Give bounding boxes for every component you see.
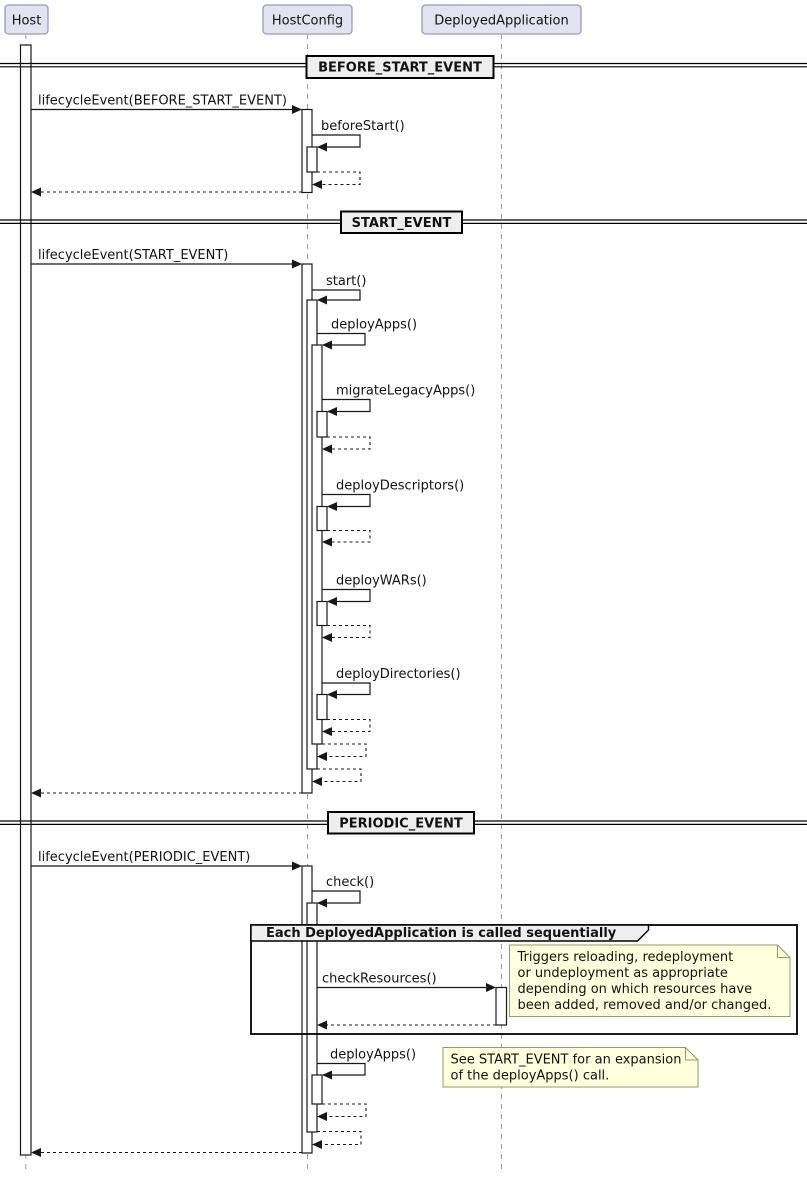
note-line: See START_EVENT for an expansion — [450, 1052, 682, 1068]
activation-migratelegacyapps — [317, 412, 327, 438]
self-call-line — [322, 683, 370, 695]
arrowhead — [317, 1021, 327, 1030]
arrowhead — [322, 1071, 332, 1080]
arrowhead — [327, 502, 337, 511]
arrowhead — [327, 407, 337, 416]
self-call-line — [312, 290, 360, 300]
activation-deploydescriptors — [317, 507, 327, 531]
activation-beforestart — [307, 147, 317, 172]
participant-deployedapplication — [422, 5, 581, 34]
note-line: Triggers reloading, redeployment — [517, 950, 734, 965]
message-label: deployApps() — [330, 1047, 417, 1063]
self-call-line — [317, 334, 365, 346]
group-title: Each DeployedApplication is called sequentially — [266, 926, 617, 941]
arrowhead — [317, 899, 327, 908]
message-label: deployDescriptors() — [336, 478, 465, 494]
arrowhead — [292, 260, 302, 269]
message-label: deployApps() — [331, 317, 418, 333]
arrowhead — [312, 180, 322, 189]
arrowhead — [322, 341, 332, 350]
arrowhead — [322, 633, 332, 642]
note-line: been added, removed and/or changed. — [517, 998, 772, 1013]
activation-deploywars — [317, 602, 327, 626]
arrowhead — [322, 445, 332, 454]
participant-host — [5, 5, 48, 34]
arrowhead — [292, 105, 302, 114]
arrowhead — [322, 538, 332, 547]
self-call-line — [322, 590, 370, 602]
self-call-line — [322, 495, 370, 507]
arrowhead — [31, 789, 41, 798]
activation-deployapps — [312, 345, 322, 744]
participant-deployedapplication-label: DeployedApplication — [434, 13, 569, 29]
message-label: beforeStart() — [321, 119, 405, 134]
note-line: or undeployment as appropriate — [517, 966, 728, 981]
divider-before-start-event-label: BEFORE_START_EVENT — [318, 60, 482, 76]
message-label: migrateLegacyApps() — [336, 383, 476, 399]
arrowhead — [322, 727, 332, 736]
arrowhead — [312, 1140, 322, 1149]
participant-hostconfig-label: HostConfig — [271, 13, 344, 29]
activation-host — [21, 45, 32, 1155]
arrowhead — [292, 862, 302, 871]
arrowhead — [317, 143, 327, 152]
activation-deployapps-periodic — [312, 1075, 322, 1104]
participant-host-label: Host — [11, 13, 42, 29]
self-call-line — [312, 891, 360, 903]
message-label: start() — [326, 274, 367, 289]
activation-deployedapplication — [496, 988, 507, 1026]
arrowhead — [31, 188, 41, 197]
note-line: depending on which resources have — [517, 982, 753, 997]
message-label: lifecycleEvent(START_EVENT) — [38, 248, 229, 263]
arrowhead — [486, 983, 496, 992]
message-label: check() — [326, 875, 375, 890]
note-line: of the deployApps() call. — [450, 1068, 610, 1084]
message-label: deployWARs() — [336, 573, 427, 589]
message-label: deployDirectories() — [336, 667, 461, 682]
participant-hostconfig — [263, 5, 352, 34]
self-call-line — [322, 400, 370, 412]
divider-periodic-event-label: PERIODIC_EVENT — [339, 816, 463, 832]
activation-deploydirectories — [317, 695, 327, 720]
arrowhead — [317, 1112, 327, 1121]
arrowhead — [327, 597, 337, 606]
arrowhead — [327, 690, 337, 699]
self-call-line — [312, 135, 360, 147]
message-label: checkResources() — [322, 971, 437, 987]
message-label: lifecycleEvent(PERIODIC_EVENT) — [38, 850, 251, 865]
arrowhead — [317, 752, 327, 761]
divider-start-event-label: START_EVENT — [351, 216, 452, 231]
arrowhead — [312, 777, 322, 786]
message-label: lifecycleEvent(BEFORE_START_EVENT) — [38, 93, 287, 109]
self-call-line — [317, 1064, 365, 1076]
arrowhead — [317, 296, 327, 305]
arrowhead — [31, 1148, 41, 1157]
